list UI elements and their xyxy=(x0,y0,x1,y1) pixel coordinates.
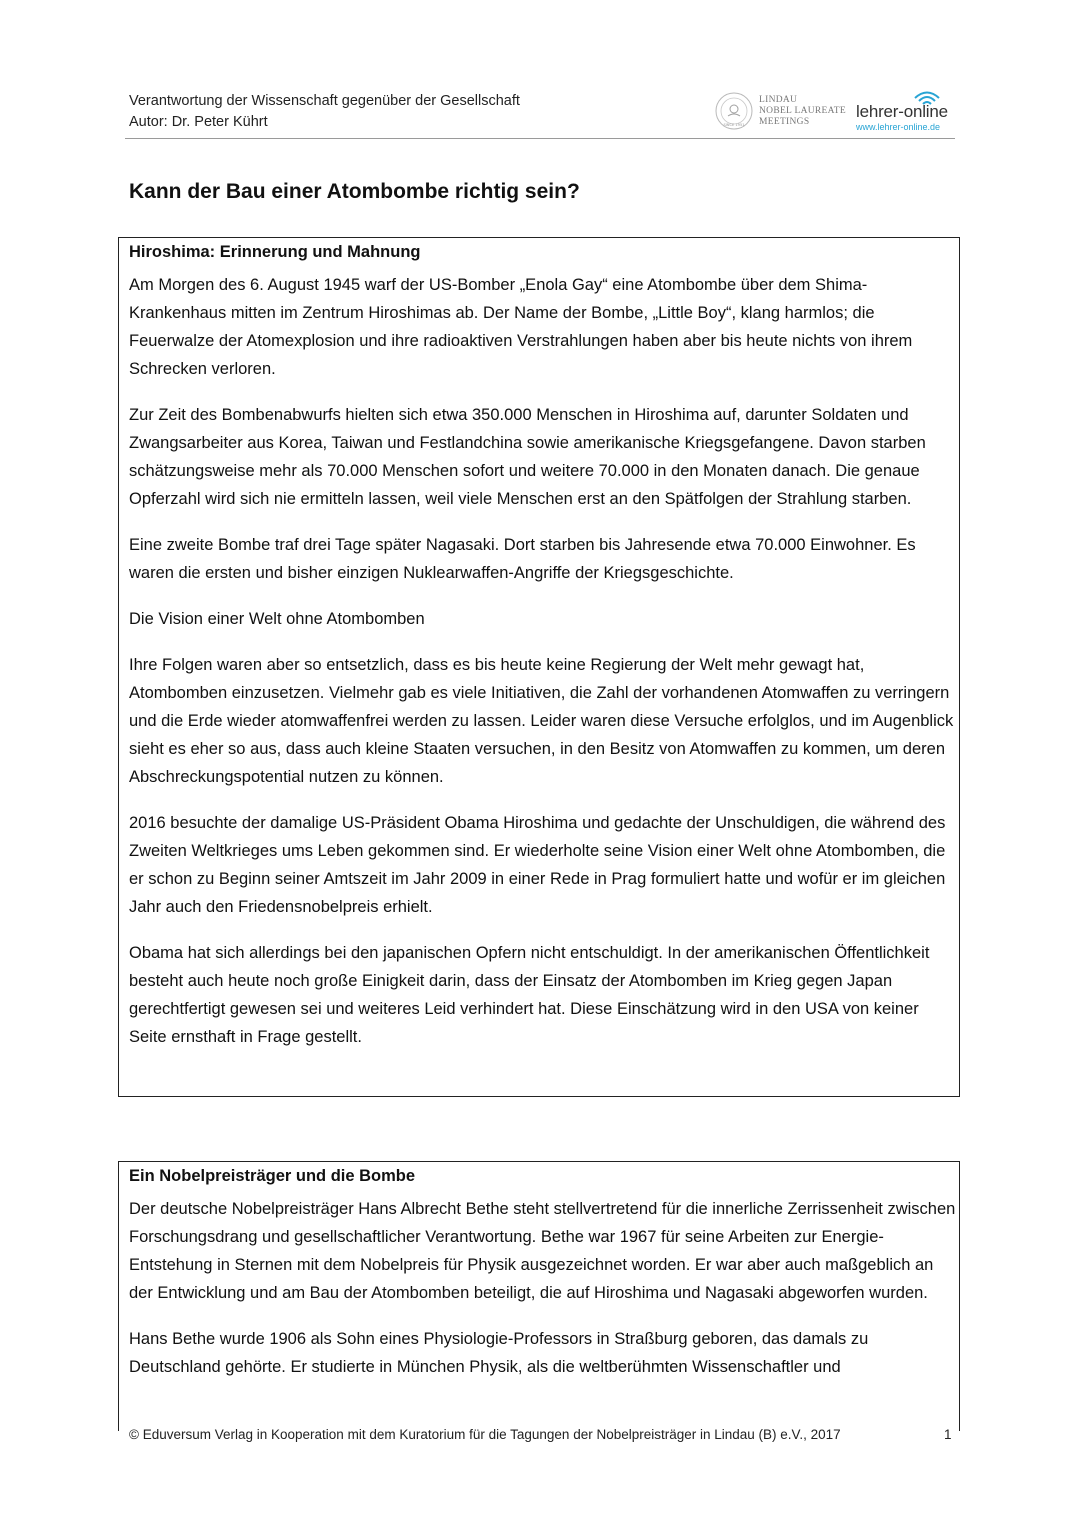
lehrer-online-logo xyxy=(856,89,956,133)
paragraph: 2016 besuchte der damalige US-Präsident Obama Hiroshima und gedachte der Unschuldigen, die während des Zweiten Weltkrieges ums Leben gekommen sind. Er wiederholte seine Vision einer Welt ohne Atombomben, die er schon zu Beginn seiner Amtszeit im Jahr 2009 in einer Rede in Prag formuliert hatte und wofür er im gleichen Jahr auch den Friedensnobelpreis erhielt. xyxy=(129,814,946,916)
paragraph: Der deutsche Nobelpreisträger Hans Albrecht Bethe steht stellvertretend für die innerliche Zerrissenheit zwischen Forschungsdrang und gesellschaftlicher Verantwortung. Bethe war 1967 für seine Arbeiten zur Energie-Entstehung in Sternen mit dem Nobelpreis für Physik ausgezeichnet worden. Er war aber auch maßgeblich an der Entwicklung und am Bau der Atombomben beteiligt, die auf Hiroshima und Nagasaki abgeworfen wurden. xyxy=(129,1200,956,1302)
lindau-logo-line1: LINDAU xyxy=(759,95,798,105)
header-divider xyxy=(125,138,955,139)
lehrer-online-name: lehrer-online xyxy=(856,102,948,121)
lindau-logo-line3: MEETINGS xyxy=(759,117,810,127)
lindau-emblem-icon xyxy=(714,91,754,131)
paragraph: Eine zweite Bombe traf drei Tage später Nagasaki. Dort starben bis Jahresende etwa 70.000 Einwohner. Es waren die ersten und bisher einzigen Nuklearwaffen-Angriffe der Kriegsgeschichte. xyxy=(129,536,916,582)
section-box-nobel xyxy=(118,1161,960,1431)
paragraph: Hans Bethe wurde 1906 als Sohn eines Physiologie-Professors in Straßburg geboren, das damals zu Deutschland gehörte. Er studierte in München Physik, als die weltberühmten Wissenschaftler und xyxy=(129,1330,869,1376)
page-title: Kann der Bau einer Atombombe richtig sein? xyxy=(129,180,580,203)
lehrer-online-url[interactable]: www.lehrer-online.de xyxy=(856,122,941,132)
document-subject: Verantwortung der Wissenschaft gegenüber der Gesellschaft xyxy=(129,93,520,109)
paragraph: Am Morgen des 6. August 1945 warf der US-Bomber „Enola Gay“ eine Atombombe über dem Shima-Krankenhaus mitten im Zentrum Hiroshimas ab. Der Name der Bombe, „Little Boy“, klang harmlos; die Feuerwalze der Atomexplosion und ihre radioaktiven Verstrahlungen haben aber bis heute nichts von ihrem Schrecken verloren. xyxy=(129,276,913,378)
section-box-hiroshima xyxy=(118,237,960,1097)
header-logos xyxy=(714,89,954,133)
lindau-logo xyxy=(759,95,846,128)
document-author: Autor: Dr. Peter Kührt xyxy=(129,114,268,130)
subheading: Die Vision einer Welt ohne Atombomben xyxy=(129,610,425,628)
paragraph: Zur Zeit des Bombenabwurfs hielten sich etwa 350.000 Menschen in Hiroshima auf, darunter Soldaten und Zwangsarbeiter aus Korea, Taiwan und Festlandchina sowie amerikanische Kriegsgefangene. Davon starben schätzungsweise mehr als 70.000 Menschen sofort und weitere 70.000 in den Monaten danach. Die genaue Opferzahl wird sich nie ermitteln lassen, weil viele Menschen erst an den Spätfolgen der Strahlung starben. xyxy=(129,406,926,508)
lindau-emblem-text: SINCE 1951 xyxy=(723,123,745,127)
section-heading: Ein Nobelpreisträger und die Bombe xyxy=(129,1167,416,1185)
copyright-footer: © Eduversum Verlag in Kooperation mit dem Kuratorium für die Tagungen der Nobelpreisträger in Lindau (B) e.V., 2017 xyxy=(129,1427,841,1442)
paragraph: Obama hat sich allerdings bei den japanischen Opfern nicht entschuldigt. In der amerikanischen Öffentlichkeit besteht auch heute noch große Einigkeit darin, dass der Einsatz der Atombomben im Krieg gegen Japan gerechtfertigt gewesen sei und weiteres Leid verhindert hat. Diese Einschätzung wird in den USA von keiner Seite ernsthaft in Frage gestellt. xyxy=(129,944,930,1046)
paragraph: Ihre Folgen waren aber so entsetzlich, dass es bis heute keine Regierung der Welt mehr gewagt hat, Atombomben einzusetzen. Vielmehr gab es viele Initiativen, die Zahl der vorhandenen Atomwaffen zu verringern und die Erde wieder atomwaffenfrei werden zu lassen. Leider waren diese Versuche erfolglos, und im Augenblick sieht es eher so aus, dass auch kleine Staaten versuchen, in den Besitz von Atomwaffen zu kommen, um deren Abschreckungspotential nutzen zu können. xyxy=(129,656,954,786)
section-heading: Hiroshima: Erinnerung und Mahnung xyxy=(129,243,421,261)
page-number: 1 xyxy=(944,1427,952,1442)
lindau-logo-line2: NOBEL LAUREATE xyxy=(759,106,846,116)
document-header xyxy=(129,91,520,133)
